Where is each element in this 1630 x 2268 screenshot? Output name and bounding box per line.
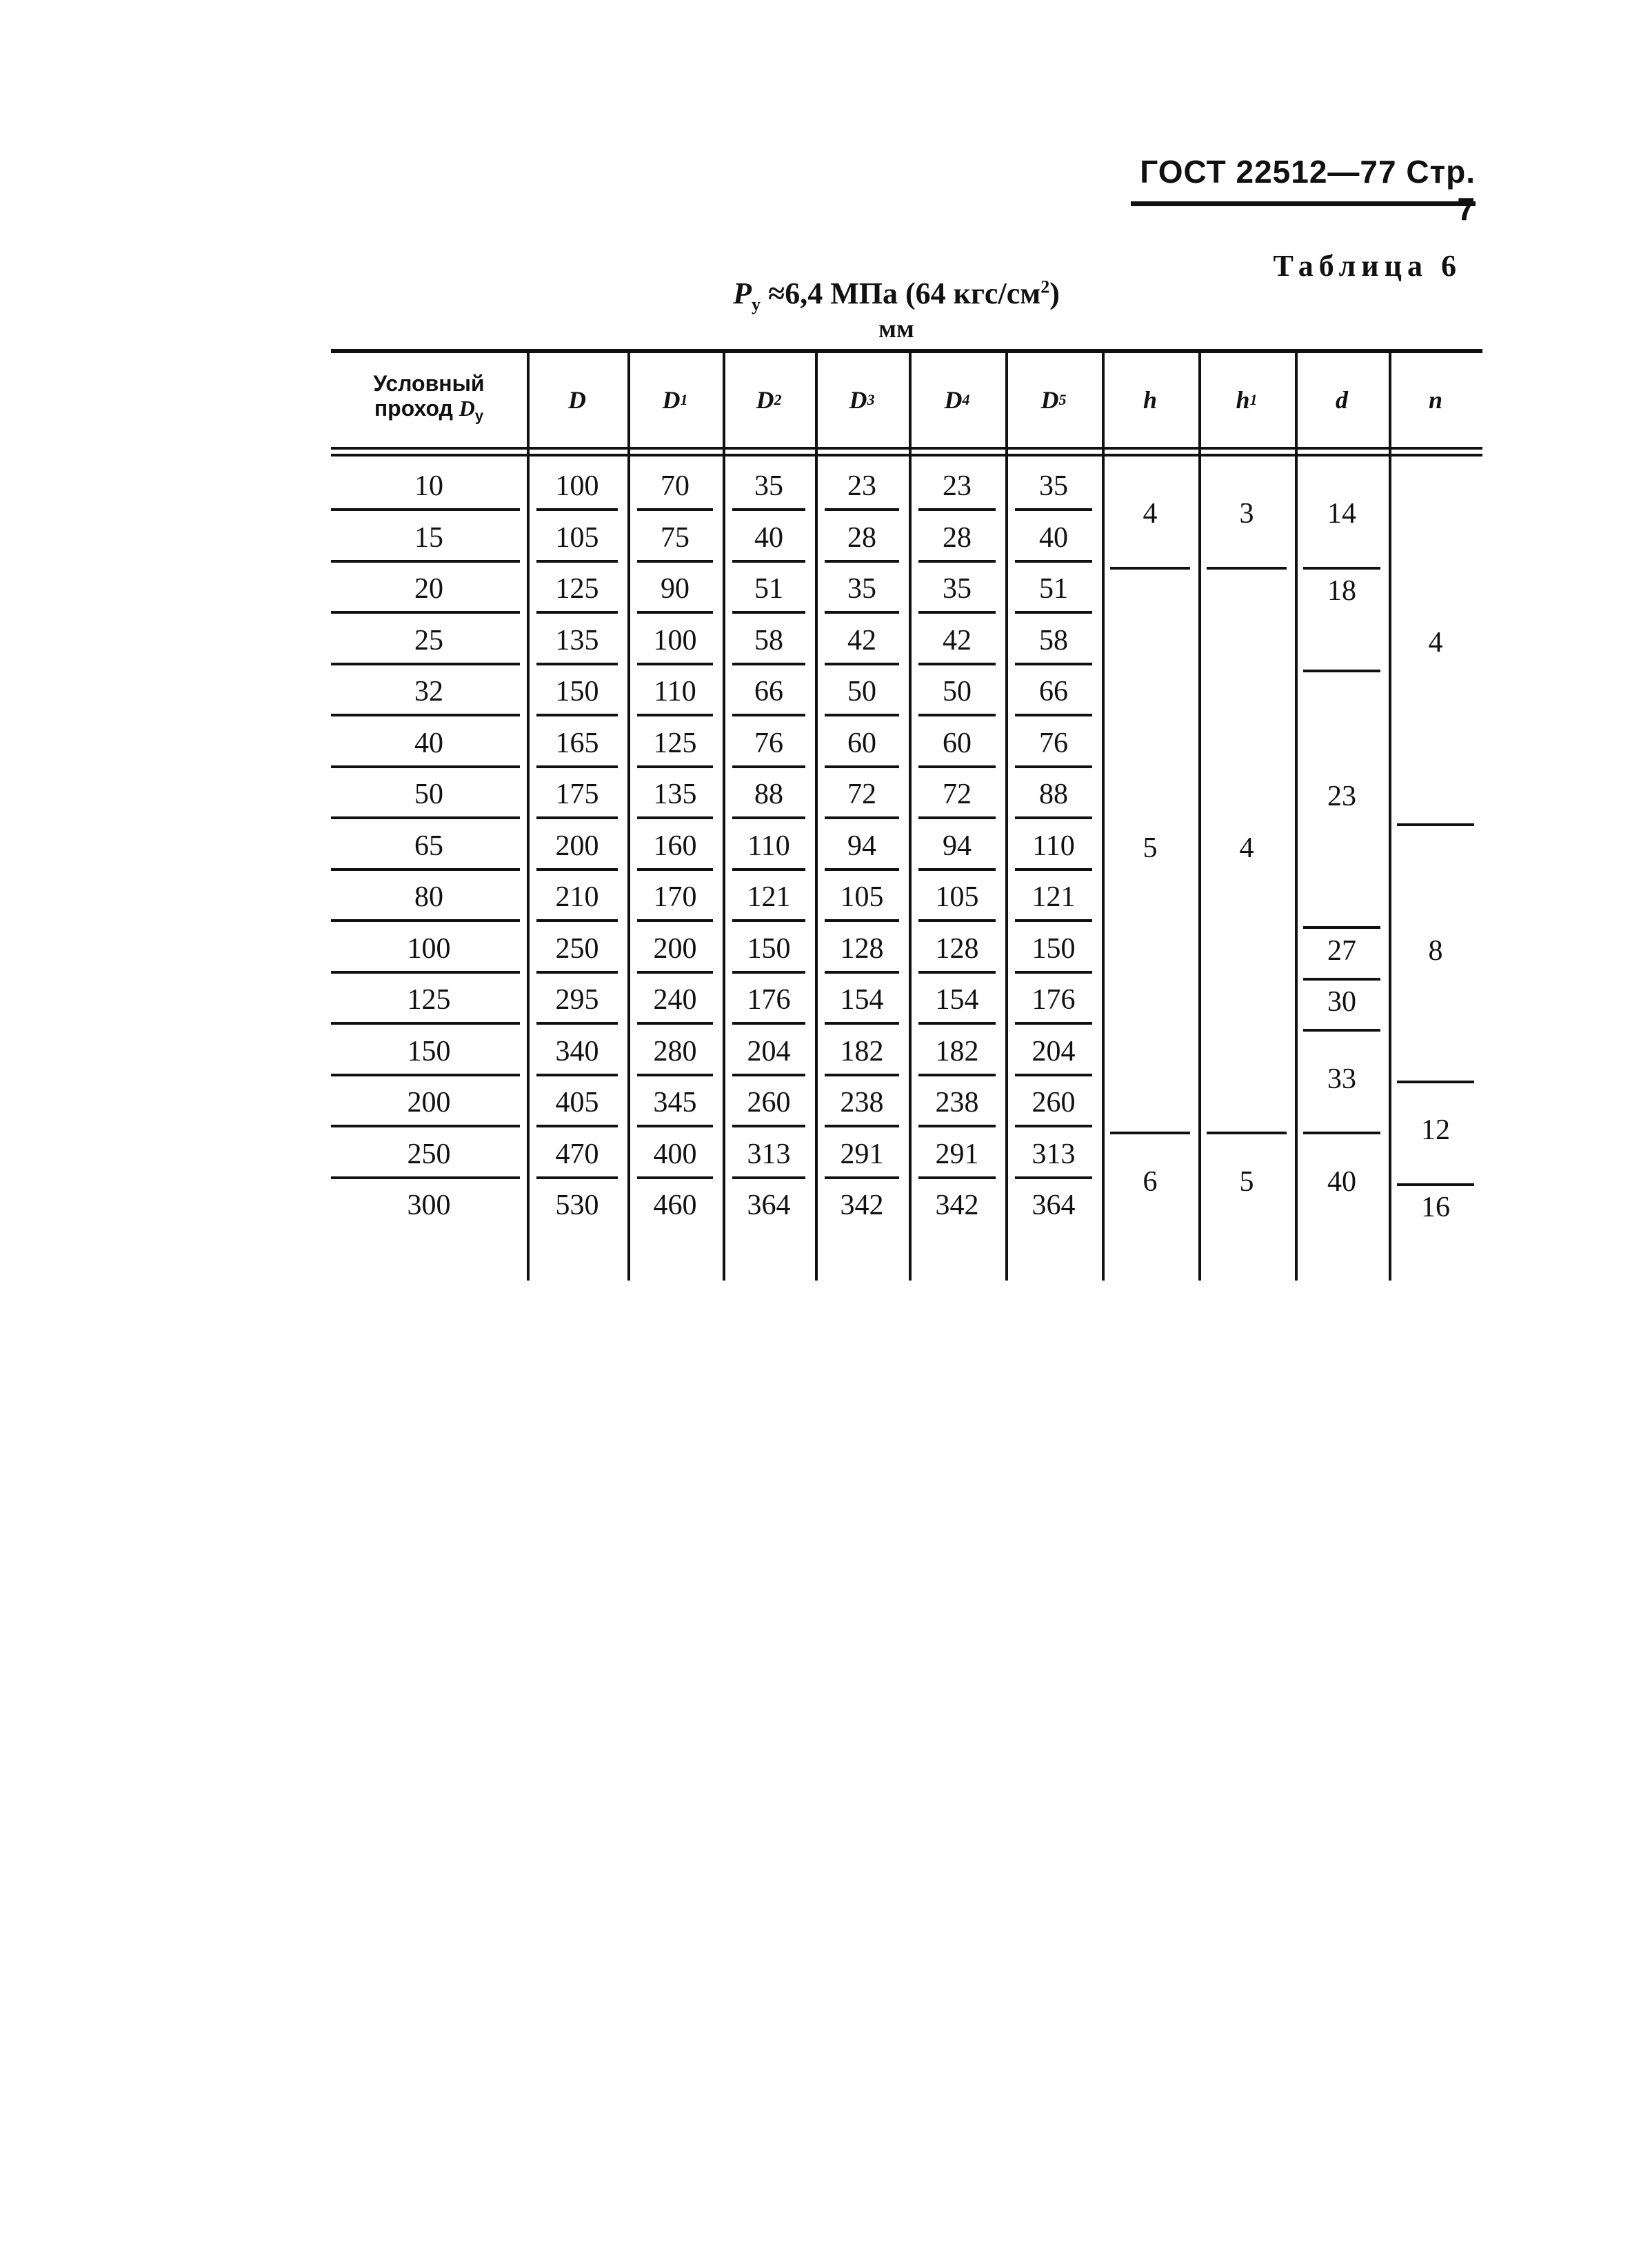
table-cell: 125 [555, 573, 599, 605]
table-cell: 364 [747, 1190, 791, 1221]
cell-underline [1015, 560, 1092, 563]
cell-underline [918, 919, 996, 922]
table-cell: 150 [1032, 932, 1076, 965]
table-cell: 35 [1039, 470, 1068, 502]
table-cell: 200 [555, 830, 599, 862]
cell-underline [1015, 919, 1092, 922]
table-cell: 20 [414, 573, 443, 605]
cell-underline [732, 919, 805, 922]
cell-underline [732, 816, 805, 819]
cell-underline [825, 1176, 899, 1179]
header-D5 [1005, 355, 1102, 445]
cell-underline [331, 714, 520, 716]
cell-underline [536, 919, 618, 922]
table-cell: 110 [1032, 830, 1075, 862]
cell-underline [1015, 868, 1092, 871]
table-cell: 530 [555, 1190, 599, 1221]
table-cell: 128 [840, 932, 884, 965]
table-cell: 125 [653, 727, 697, 759]
header-first-line1: Условный [373, 371, 485, 397]
table-cell: 80 [414, 881, 443, 913]
table-cell: 72 [847, 779, 876, 810]
table-cell: 40 [1039, 521, 1068, 554]
column-divider [527, 350, 530, 1281]
table-cell: 75 [661, 521, 690, 554]
table-cell: 60 [847, 727, 876, 759]
header-n [1389, 355, 1482, 445]
header-h1 [1198, 355, 1295, 445]
table-cell: 23 [943, 470, 972, 502]
table-cell: 105 [555, 521, 599, 554]
table-cell: 210 [555, 881, 599, 913]
table-cell: 204 [747, 1035, 791, 1067]
cell-underline [536, 663, 618, 665]
table-cell: 175 [555, 779, 599, 810]
cell-underline [825, 663, 899, 665]
cell-underline [637, 611, 713, 614]
cell-underline [637, 1074, 713, 1076]
cell-underline [536, 816, 618, 819]
cell-underline [536, 714, 618, 716]
column-divider [1198, 350, 1201, 1281]
merged-cell-d: 27 [1327, 934, 1356, 967]
pressure-value: ≈6,4 МПа (64 кгс/см [768, 277, 1041, 310]
table-cell: 32 [414, 676, 443, 708]
merged-cell-h1: 5 [1239, 1165, 1254, 1198]
table-cell: 35 [754, 470, 783, 502]
table-cell: 182 [935, 1035, 979, 1067]
table-cell: 65 [414, 830, 443, 862]
header-d [1295, 355, 1389, 445]
table-cell: 40 [414, 727, 443, 759]
table-cell: 58 [1039, 624, 1068, 656]
header-subscript: 4 [962, 391, 970, 408]
table-cell: 291 [935, 1138, 979, 1170]
merged-cell-d: 14 [1327, 498, 1356, 530]
cell-underline [1015, 1074, 1092, 1076]
cell-underline [1015, 663, 1092, 665]
cell-underline [825, 560, 899, 563]
table-cell: 200 [653, 932, 697, 965]
table-cell: 250 [555, 932, 599, 965]
table-cell: 238 [935, 1087, 979, 1118]
header-symbol: D [944, 386, 963, 414]
cell-underline [732, 1125, 805, 1127]
header-D1 [627, 355, 723, 445]
merged-cell-n: 8 [1428, 934, 1443, 967]
merged-cell-h1: 3 [1239, 498, 1254, 530]
cell-underline [1015, 816, 1092, 819]
units-label: мм [878, 314, 914, 343]
table-cell: 400 [653, 1138, 697, 1170]
cell-underline [732, 868, 805, 871]
table-cell: 121 [1032, 881, 1076, 913]
merged-cell-d: 40 [1327, 1165, 1356, 1198]
column-divider [1295, 350, 1298, 1281]
cell-underline [732, 714, 805, 716]
table-cell: 250 [407, 1138, 451, 1170]
cell-underline [732, 1074, 805, 1076]
cell-underline [918, 816, 996, 819]
header-bottom-rule-1 [331, 447, 1482, 450]
table-cell: 15 [414, 521, 443, 554]
column-divider [1005, 350, 1008, 1281]
header-h [1102, 355, 1198, 445]
cell-underline [1015, 1176, 1092, 1179]
header-first-symbol: D [459, 396, 475, 421]
cell-underline [825, 816, 899, 819]
column-divider [1102, 350, 1105, 1281]
cell-underline [1015, 508, 1092, 511]
table-cell: 94 [943, 830, 972, 862]
table-cell: 60 [943, 727, 972, 759]
header-subscript: 5 [1058, 391, 1067, 408]
cell-underline [536, 868, 618, 871]
header-rule [1131, 201, 1476, 206]
merged-cell-h1: 4 [1239, 832, 1254, 864]
cell-underline [825, 868, 899, 871]
cell-underline [732, 560, 805, 563]
table-cell: 42 [847, 624, 876, 656]
cell-underline [918, 1022, 996, 1025]
table-cell: 50 [943, 676, 972, 708]
table-cell: 200 [407, 1087, 451, 1118]
header-first-subscript: у [474, 407, 484, 425]
cell-underline [825, 611, 899, 614]
table-cell: 204 [1032, 1035, 1076, 1067]
header-subscript: 1 [1249, 391, 1258, 408]
cell-underline [536, 971, 618, 974]
table-cell: 150 [747, 932, 791, 965]
table-cell: 72 [943, 779, 972, 810]
pressure-subscript: у [752, 294, 761, 314]
merged-cell-n: 4 [1428, 626, 1443, 659]
cell-underline [1015, 1125, 1092, 1127]
cell-underline [732, 611, 805, 614]
table-cell: 51 [754, 573, 783, 605]
cell-underline [536, 765, 618, 768]
cell-underline [825, 508, 899, 511]
table-cell: 66 [754, 676, 783, 708]
cell-underline [331, 560, 520, 563]
table-cell: 121 [747, 881, 791, 913]
cell-underline [536, 1176, 618, 1179]
cell-underline [331, 663, 520, 665]
cell-underline [637, 508, 713, 511]
cell-underline [637, 919, 713, 922]
cell-underline [1015, 611, 1092, 614]
cell-underline [918, 765, 996, 768]
cell-underline [331, 971, 520, 974]
cell-underline [637, 1022, 713, 1025]
merged-cell-h: 5 [1143, 832, 1158, 864]
table-cell: 76 [754, 727, 783, 759]
table-cell: 25 [414, 624, 443, 656]
header-bottom-rule-2 [331, 454, 1482, 456]
table-cell: 345 [653, 1087, 697, 1118]
cell-underline [918, 1074, 996, 1076]
table-cell: 100 [407, 932, 451, 965]
table-cell: 135 [653, 779, 697, 810]
cell-underline [918, 1176, 996, 1179]
merged-cell-h: 4 [1143, 498, 1158, 530]
table-cell: 240 [653, 984, 697, 1016]
table-cell: 342 [935, 1190, 979, 1221]
cell-underline [732, 508, 805, 511]
table-cell: 300 [407, 1190, 451, 1221]
cell-underline [918, 508, 996, 511]
table-cell: 291 [840, 1138, 884, 1170]
cell-underline [637, 868, 713, 871]
cell-underline [637, 1125, 713, 1127]
cell-underline [637, 663, 713, 665]
table-cell: 125 [407, 984, 451, 1016]
cell-underline [536, 611, 618, 614]
column-divider [909, 350, 912, 1281]
cell-underline [825, 1074, 899, 1076]
header-symbol: D [568, 386, 586, 414]
table-cell: 470 [555, 1138, 599, 1170]
pressure-superscript: 2 [1040, 277, 1050, 297]
merged-cell-n: 16 [1421, 1192, 1450, 1223]
header-symbol: D [756, 386, 774, 414]
cell-underline [825, 1125, 899, 1127]
cell-underline [825, 765, 899, 768]
table-cell: 58 [754, 624, 783, 656]
header-symbol: D [662, 386, 681, 414]
header-first [331, 355, 527, 445]
cell-underline [732, 1022, 805, 1025]
cell-underline [536, 1022, 618, 1025]
table-cell: 176 [1032, 984, 1076, 1016]
cell-underline [918, 714, 996, 716]
table-cell: 364 [1032, 1190, 1076, 1221]
table-cell: 110 [654, 676, 696, 708]
header-D2 [723, 355, 815, 445]
table-cell: 105 [935, 881, 979, 913]
table-cell: 280 [653, 1035, 697, 1067]
header-subscript: 3 [867, 391, 875, 408]
header-symbol: h [1236, 386, 1250, 414]
cell-underline [536, 1125, 618, 1127]
table-cell: 10 [414, 470, 443, 502]
table-cell: 51 [1039, 573, 1068, 605]
table-cell: 90 [661, 573, 690, 605]
merged-cell-d: 18 [1327, 575, 1356, 607]
cell-underline [331, 1074, 520, 1076]
cell-underline [732, 971, 805, 974]
header-D3 [815, 355, 909, 445]
table-cell: 88 [754, 779, 783, 810]
cell-underline [331, 1176, 520, 1179]
table-cell: 150 [407, 1035, 451, 1067]
cell-underline [918, 560, 996, 563]
cell-underline [637, 714, 713, 716]
table-cell: 94 [847, 830, 876, 862]
merged-cell-d: 30 [1327, 986, 1356, 1018]
cell-underline [637, 816, 713, 819]
cell-underline [825, 919, 899, 922]
cell-underline [918, 868, 996, 871]
cell-underline [331, 868, 520, 871]
cell-underline [1015, 971, 1092, 974]
table-cell: 70 [661, 470, 690, 502]
table-cell: 50 [847, 676, 876, 708]
table-cell: 66 [1039, 676, 1068, 708]
table-cell: 88 [1039, 779, 1068, 810]
cell-underline [331, 508, 520, 511]
cell-underline [1015, 714, 1092, 716]
pressure-close: ) [1049, 277, 1060, 310]
cell-underline [331, 1125, 520, 1127]
cell-underline [918, 611, 996, 614]
table-cell: 340 [555, 1035, 599, 1067]
cell-underline [536, 560, 618, 563]
table-cell: 76 [1039, 727, 1068, 759]
column-divider [1389, 350, 1391, 1281]
header-first-line2: проход [374, 396, 453, 421]
column-divider [815, 350, 818, 1281]
merged-cell-n: 12 [1421, 1114, 1450, 1147]
header-symbol: d [1336, 386, 1348, 414]
cell-underline [732, 765, 805, 768]
merged-cell-d: 23 [1327, 781, 1356, 812]
header-symbol: n [1428, 386, 1443, 414]
cell-underline [637, 971, 713, 974]
table-cell: 154 [935, 984, 979, 1016]
table-cell: 110 [747, 830, 790, 862]
table-cell: 23 [847, 470, 876, 502]
merged-cell-d: 33 [1327, 1063, 1356, 1095]
column-divider [723, 350, 725, 1281]
table-cell: 128 [935, 932, 979, 965]
table-cell: 313 [1032, 1138, 1076, 1170]
table-cell: 176 [747, 984, 791, 1016]
table-cell: 50 [414, 779, 443, 810]
table-cell: 28 [847, 521, 876, 554]
table-cell: 135 [555, 624, 599, 656]
cell-underline [1015, 1022, 1092, 1025]
cell-underline [825, 971, 899, 974]
table-cell: 313 [747, 1138, 791, 1170]
table-cell: 100 [653, 624, 697, 656]
table-cell: 260 [747, 1087, 791, 1118]
cell-underline [1015, 765, 1092, 768]
table-cell: 160 [653, 830, 697, 862]
cell-underline [536, 1074, 618, 1076]
table-cell: 28 [943, 521, 972, 554]
header-first-text [373, 371, 484, 428]
table-cell: 405 [555, 1087, 599, 1118]
table-cell: 40 [754, 521, 783, 554]
table-cell: 150 [555, 676, 599, 708]
merged-cell-h: 6 [1143, 1165, 1158, 1198]
cell-underline [637, 765, 713, 768]
page-header: ГОСТ 22512—77 Стр. 7 [1140, 154, 1476, 227]
cell-underline [637, 560, 713, 563]
cell-underline [331, 816, 520, 819]
header-symbol: D [849, 386, 867, 414]
cell-underline [732, 1176, 805, 1179]
table-label: Таблица 6 [1273, 249, 1462, 283]
header-D4 [909, 355, 1005, 445]
table-cell: 238 [840, 1087, 884, 1118]
pressure-caption [552, 276, 1241, 315]
cell-underline [918, 663, 996, 665]
cell-underline [536, 508, 618, 511]
header-subscript: 2 [774, 391, 782, 408]
cell-underline [918, 971, 996, 974]
table-cell: 165 [555, 727, 599, 759]
cell-underline [825, 714, 899, 716]
column-divider [627, 350, 630, 1281]
table-cell: 460 [653, 1190, 697, 1221]
header-D [527, 355, 627, 445]
table-cell: 35 [943, 573, 972, 605]
cell-underline [637, 1176, 713, 1179]
table-cell: 170 [653, 881, 697, 913]
header-symbol: h [1143, 386, 1158, 414]
table-cell: 342 [840, 1190, 884, 1221]
table-cell: 182 [840, 1035, 884, 1067]
table-top-rule [331, 349, 1482, 353]
cell-underline [331, 765, 520, 768]
table-cell: 35 [847, 573, 876, 605]
header-symbol: D [1040, 386, 1059, 414]
table-cell: 154 [840, 984, 884, 1016]
cell-underline [732, 663, 805, 665]
cell-underline [331, 919, 520, 922]
cell-underline [331, 1022, 520, 1025]
cell-underline [825, 1022, 899, 1025]
table-cell: 100 [555, 470, 599, 502]
cell-underline [918, 1125, 996, 1127]
pressure-symbol: P [733, 277, 752, 310]
table-cell: 42 [943, 624, 972, 656]
table-cell: 105 [840, 881, 884, 913]
table-cell: 260 [1032, 1087, 1076, 1118]
cell-underline [331, 611, 520, 614]
table-cell: 295 [555, 984, 599, 1016]
header-subscript: 1 [680, 391, 688, 408]
